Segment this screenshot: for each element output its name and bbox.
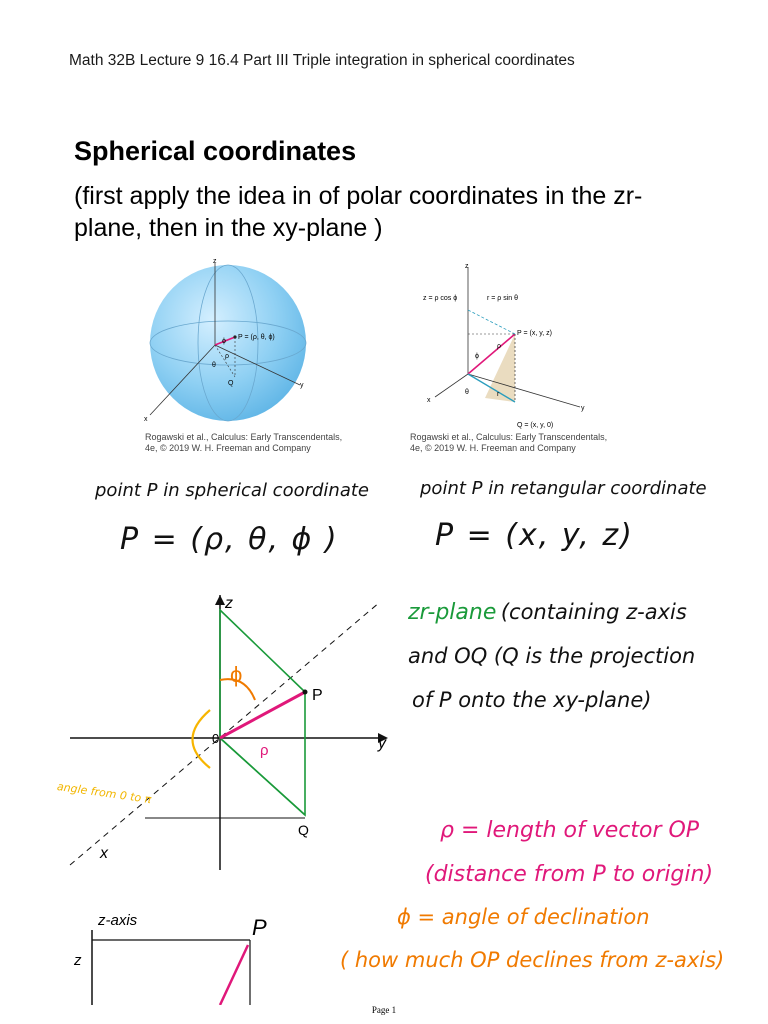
fig2-zeq: z = ρ cos ϕ [423, 295, 458, 302]
bottom-z: z [74, 952, 82, 969]
sketch-p: P [312, 687, 323, 704]
page-subtitle: (first apply the idea in of polar coordinates in the zr-plane, then in the xy-plane ) [74, 182, 643, 242]
zr-plane-desc3: of P onto the xy-plane) [412, 688, 652, 712]
zr-plane-desc1: (containing z-axis [500, 600, 687, 624]
sphere [150, 265, 306, 421]
rectangular-formula: P = (x, y, z) [435, 518, 634, 553]
sketch-q: Q [298, 822, 309, 838]
fig2-z: z [465, 263, 469, 270]
caption-line: 4e, © 2019 W. H. Freeman and Company [410, 443, 576, 453]
page-number: Page 1 [371, 1005, 397, 1015]
caption-line: 4e, © 2019 W. H. Freeman and Company [145, 443, 311, 453]
rectangular-figure [405, 262, 605, 437]
fig2-theta: θ [465, 389, 469, 396]
spherical-label: point P in spherical coordinate [95, 480, 369, 501]
lecture-header: Math 32B Lecture 9 16.4 Part III Triple integration in spherical coordinates [69, 52, 575, 69]
fig2-req: r = ρ sin θ [487, 295, 519, 302]
sketch-rho: ρ [260, 742, 269, 759]
fig1-phi: ϕ [222, 338, 226, 345]
fig1-p: P = (ρ, θ, ϕ) [238, 334, 275, 341]
bottom-p: P [252, 915, 267, 940]
fig2-x: x [427, 397, 431, 404]
page-title: Spherical coordinates [74, 136, 357, 166]
zr-plane-note [408, 600, 758, 625]
sketch-phi: ϕ [230, 662, 243, 687]
sketch-z: z [225, 595, 233, 612]
fig2-y: y [581, 405, 585, 412]
fig1-x: x [144, 416, 148, 423]
figure-left-caption [145, 432, 345, 454]
rectangular-label: point P in retangular coordinate [420, 478, 707, 499]
bottom-zaxis: z-axis [98, 912, 138, 929]
figure-right-caption [410, 432, 620, 454]
fig1-z: z [213, 258, 217, 265]
rho-definition-2: (distance from P to origin) [425, 862, 714, 887]
sphere-figure [140, 255, 330, 445]
sketch-origin: 0 [212, 731, 220, 746]
fig2-r: r [497, 391, 500, 398]
bottom-sketch [70, 905, 280, 1005]
angle-range-note: angle from 0 to π [56, 780, 153, 807]
zr-plane-desc2: and OQ (Q is the projection [408, 644, 696, 668]
caption-line: Rogawski et al., Calculus: Early Transcendentals, [410, 432, 608, 442]
sketch-y: y [378, 735, 386, 752]
zr-plane-sketch [60, 590, 400, 880]
fig1-q: Q [228, 380, 234, 387]
fig2-rho: ρ [497, 343, 501, 350]
rho-definition: ρ = length of vector OP [440, 818, 700, 843]
spherical-formula: P = (ρ, θ, ϕ ) [120, 522, 339, 557]
fig2-p: P = (x, y, z) [517, 330, 552, 337]
fig2-phi: ϕ [475, 353, 479, 360]
fig2-q: Q = (x, y, 0) [517, 422, 554, 429]
fig1-y: y [300, 382, 304, 389]
caption-line: Rogawski et al., Calculus: Early Transcendentals, [145, 432, 343, 442]
zr-plane-term: zr-plane [408, 600, 497, 625]
phi-definition-2: ( how much OP declines from z-axis) [340, 948, 725, 972]
phi-definition: ϕ = angle of declination [397, 905, 650, 929]
fig1-rho: ρ [225, 353, 229, 360]
fig1-theta: θ [212, 362, 216, 369]
sketch-x: x [100, 845, 108, 862]
